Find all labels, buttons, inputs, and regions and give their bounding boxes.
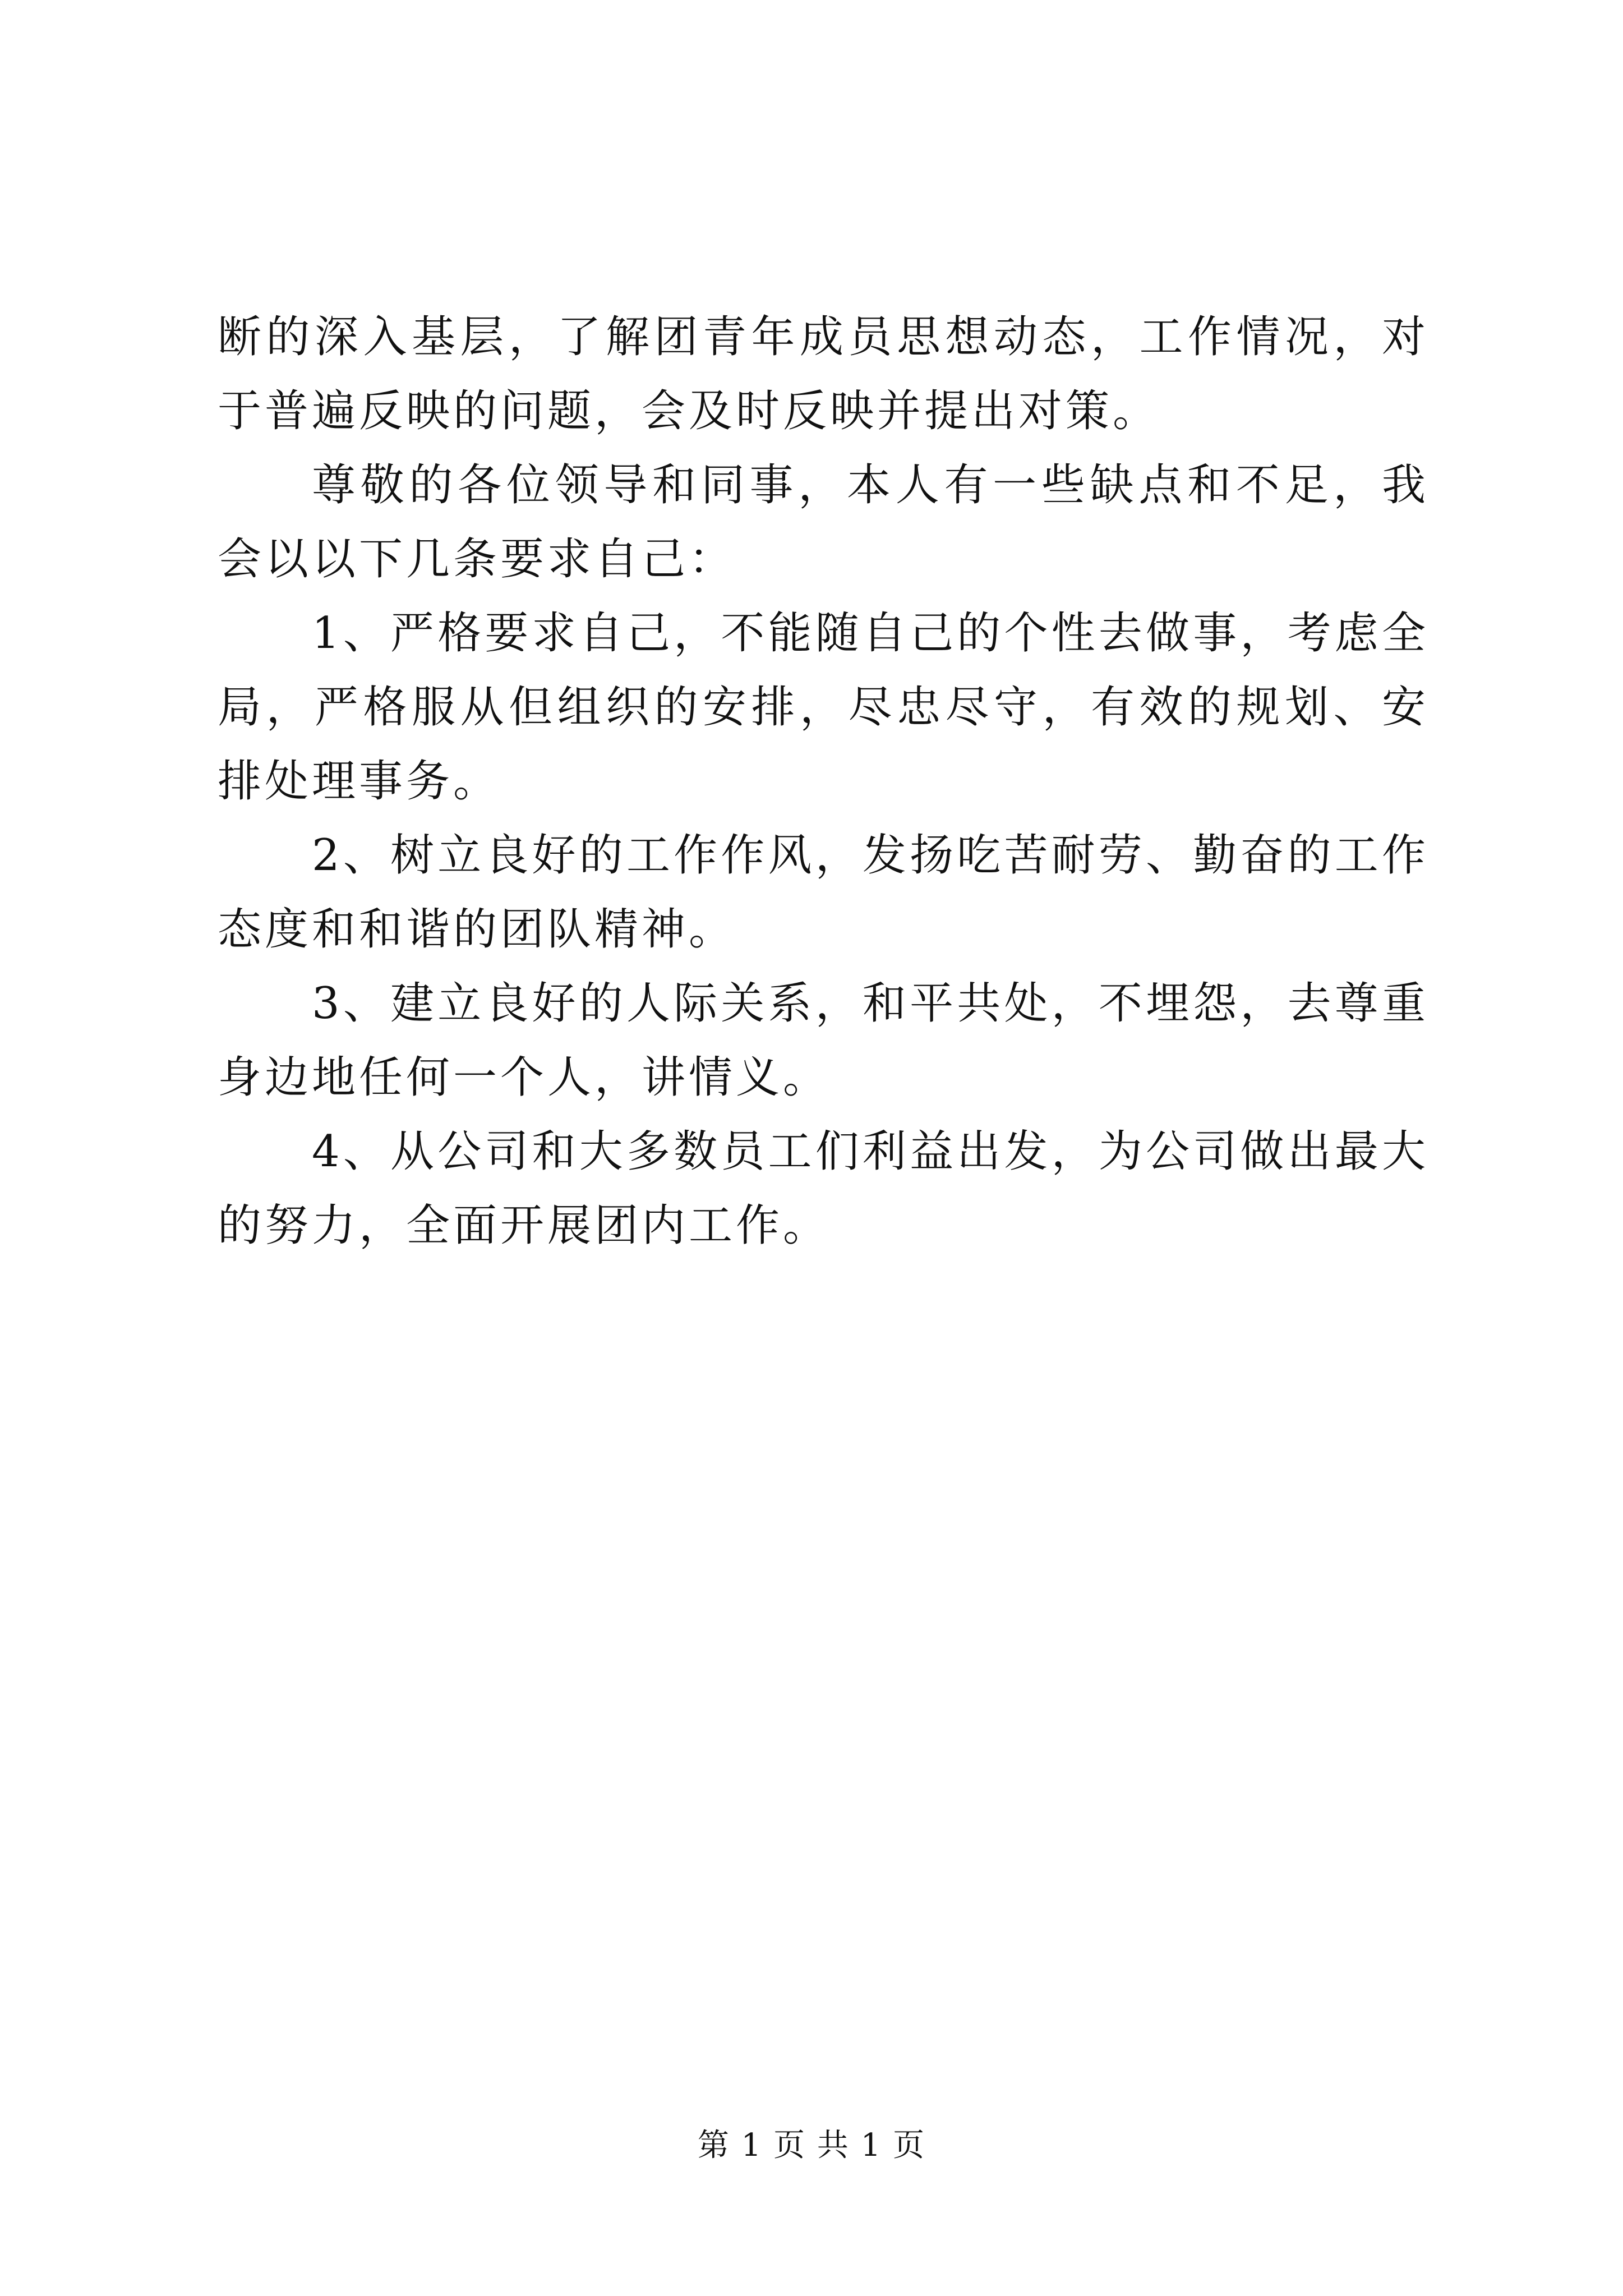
paragraph-continuation: 断的深入基层，了解团青年成员思想动态，工作情况，对于普遍反映的问题，会及时反映并提出对策。 <box>218 312 1429 436</box>
page-footer: 第 1 页 共 1 页 <box>697 2127 926 2164</box>
paragraph-intro: 尊敬的各位领导和同事，本人有一些缺点和不足，我会以以下几条要求自己： <box>218 460 1429 585</box>
paragraph-item-4: 4、从公司和大多数员工们利益出发，为公司做出最大的努力，全面开展团内工作。 <box>218 1126 1429 1251</box>
document-body <box>218 300 1429 1263</box>
paragraph-item-3: 3、建立良好的人际关系，和平共处，不埋怨，去尊重身边地任何一个人，讲情义。 <box>218 978 1429 1103</box>
paragraph-item-2: 2、树立良好的工作作风，发扬吃苦耐劳、勤奋的工作态度和和谐的团队精神。 <box>218 830 1429 955</box>
paragraph-item-1: 1、严格要求自己，不能随自己的个性去做事，考虑全局，严格服从但组织的安排，尽忠尽守，有效的规划、安排处理事务。 <box>218 608 1429 807</box>
